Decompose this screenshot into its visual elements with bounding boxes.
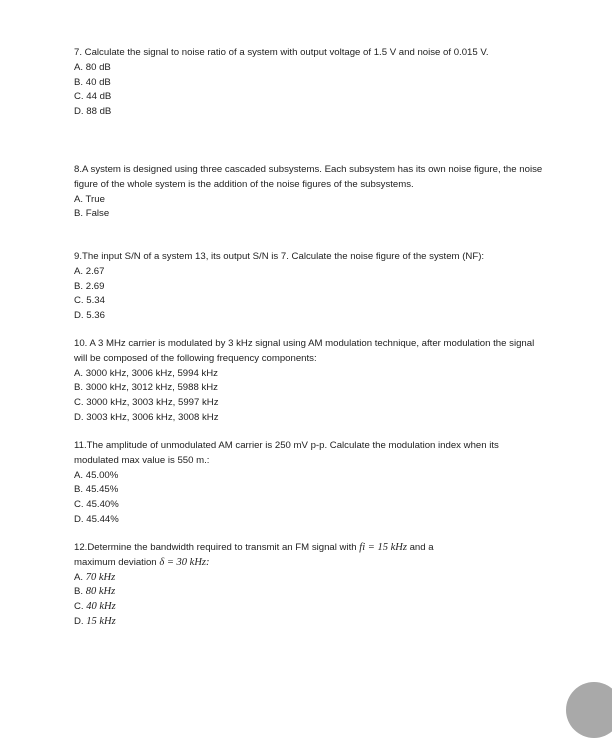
option-b: B. 40 dB bbox=[74, 76, 111, 88]
option-a bbox=[74, 571, 544, 586]
question-12 bbox=[74, 541, 544, 630]
option-letter: D. bbox=[74, 615, 87, 627]
option-a: A. True bbox=[74, 193, 105, 205]
option-a: A. 3000 kHz, 3006 kHz, 5994 kHz bbox=[74, 367, 218, 379]
option-c: C. 44 dB bbox=[74, 91, 112, 103]
question-stem bbox=[74, 541, 544, 571]
option-a: A. 2.67 bbox=[74, 265, 105, 277]
option-c: C. 5.34 bbox=[74, 295, 105, 307]
question-11 bbox=[74, 439, 544, 528]
option-b: B. 45.45% bbox=[74, 484, 119, 496]
option-letter: C. bbox=[74, 601, 87, 613]
option-value: 40 kHz bbox=[86, 601, 116, 613]
option-c: C. 45.40% bbox=[74, 499, 119, 511]
option-b bbox=[74, 585, 544, 600]
option-b: B. False bbox=[74, 208, 110, 220]
question-stem: 7. Calculate the signal to noise ratio of a system with output voltage of 1.5 V and noise of 0.015 V. bbox=[74, 47, 489, 58]
option-c: C. 3000 kHz, 3003 kHz, 5997 kHz bbox=[74, 397, 219, 409]
question-7 bbox=[74, 46, 544, 120]
option-d bbox=[74, 615, 544, 630]
question-stem: 11.The amplitude of unmodulated AM carrier is 250 mV p-p. Calculate the modulation index when its modulated max value is 550 m.: bbox=[74, 440, 499, 466]
stem-text: 12.Determine the bandwidth required to transmit an FM signal with bbox=[74, 542, 360, 553]
stem-text: and a bbox=[406, 542, 434, 553]
option-letter: A. bbox=[74, 571, 86, 583]
option-b: B. 3000 kHz, 3012 kHz, 5988 kHz bbox=[74, 382, 218, 394]
deviation-formula: δ = 30 kHz: bbox=[159, 556, 210, 568]
question-9 bbox=[74, 250, 544, 324]
question-stem: 10. A 3 MHz carrier is modulated by 3 kHz signal using AM modulation technique, after modulation the signal will be composed of the following frequency components: bbox=[74, 338, 535, 364]
option-b: B. 2.69 bbox=[74, 280, 105, 292]
option-a: A. 80 dB bbox=[74, 61, 111, 73]
frequency-formula: fi = 15 kHz bbox=[359, 542, 407, 553]
corner-circle-decoration bbox=[566, 682, 612, 738]
option-d: D. 3003 kHz, 3006 kHz, 3008 kHz bbox=[74, 411, 219, 423]
option-letter: B. bbox=[74, 586, 86, 598]
option-value: 80 kHz bbox=[85, 586, 116, 598]
option-value: 70 kHz bbox=[85, 571, 116, 583]
option-d: D. 88 dB bbox=[74, 106, 112, 118]
question-stem: 8.A system is designed using three cascaded subsystems. Each subsystem has its own noise figure, the noise figure of the whole system is the addition of the noise figures of the subsystems. bbox=[74, 164, 543, 190]
question-stem: 9.The input S/N of a system 13, its output S/N is 7. Calculate the noise figure of the system (NF): bbox=[74, 251, 485, 262]
option-d: D. 45.44% bbox=[74, 513, 119, 525]
question-8 bbox=[74, 163, 544, 222]
option-d: D. 5.36 bbox=[74, 310, 105, 322]
stem-text: maximum deviation bbox=[74, 556, 160, 568]
option-a: A. 45.00% bbox=[74, 469, 119, 481]
question-10 bbox=[74, 337, 544, 426]
option-value: 15 kHz bbox=[86, 615, 116, 627]
option-c bbox=[74, 600, 544, 615]
